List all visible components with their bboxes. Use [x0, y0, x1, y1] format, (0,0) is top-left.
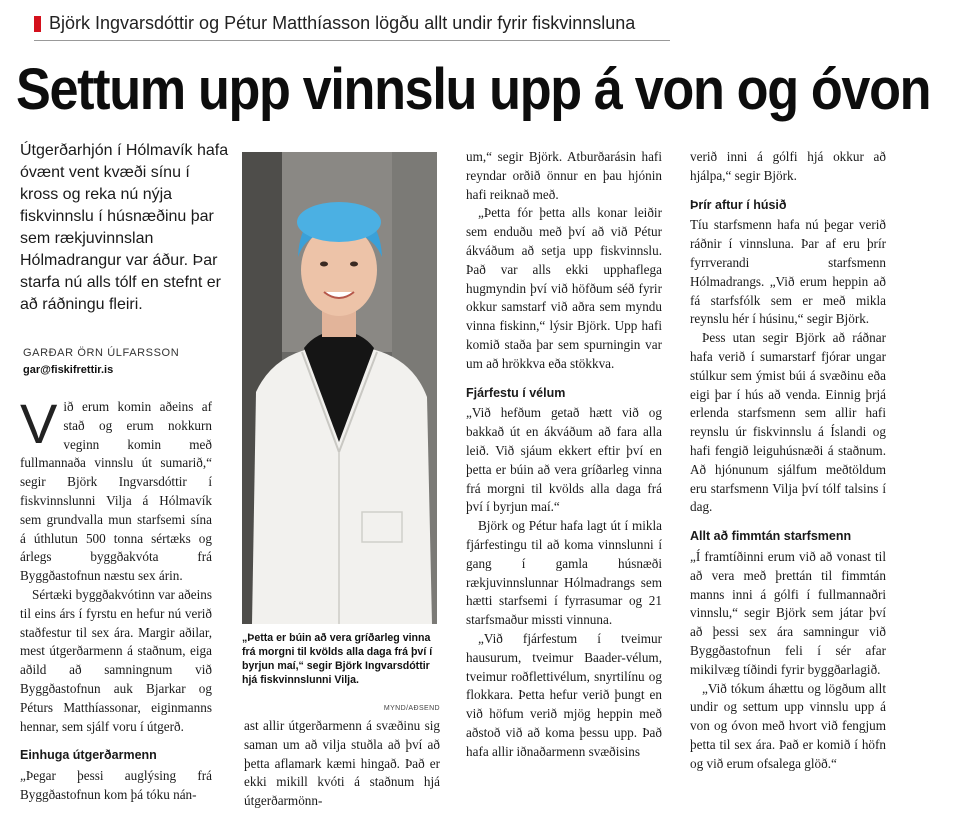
column-4	[690, 148, 886, 814]
kicker	[34, 13, 635, 34]
dropcap: V	[20, 398, 58, 455]
subheading: Allt að fimmtán starfsmenn	[690, 529, 852, 544]
body-paragraph: Sértæki byggðakvótinn var aðeins til eins árs í fyrstu en hefur nú verið staðfestur til sex ára. Margir aðilar, mest útgerðarmenn á staðnum, eiga aðild að samningnum við Byggðastofnun auk Bjarkar og Péturs Matthíassonar, eiginmanns hennar, sem sjálf voru í útgerð.	[20, 586, 212, 734]
body-paragraph: Tíu starfsmenn hafa nú þegar verið ráðnir í vinnsluna. Þar af eru þrír fyrrverandi starfsmenn Hólmadrangs. „Við erum heppin að fá starfsfólk sem er með mikla reynslu hér í húsinu,“ segir Björk.	[690, 217, 886, 327]
lead-paragraph: Útgerðarhjón í Hólmavík hafa óvænt vent kvæði sínu í kross og reka nú nýja fiskvinnslu í húsnæðinu þar sem rækjuvinnslan Hólmadrangur var áður. Þar starfa nú alls tólf en stefnt er að ráðningu fleiri.	[20, 142, 229, 313]
column-2	[244, 717, 440, 814]
kicker-marker	[34, 16, 41, 32]
body-paragraph: „Þegar þessi auglýsing frá Byggðastofnun kom þá tóku nán-	[20, 768, 212, 802]
kicker-rule	[34, 40, 670, 41]
photo-caption: „Þetta er búin að vera gríðarleg vinna frá morgni til kvölds alla daga frá því í byrjun maí,“ segir Björk Ingvarsdóttir hjá fiskvinnslunni Vilja.	[242, 632, 433, 686]
body-paragraph: verið inni á gólfi hjá okkur að hjálpa,“ segir Björk.	[690, 149, 886, 183]
column-1	[20, 398, 212, 814]
body-paragraph: „Við fjárfestum í tveimur hausurum, tveimur Baader-vélum, tveimur roðflettivélum, snyrtilínu og flokkara. Þetta hefur verið þungt en við höfum verið mjög heppin með aðstoð við að koma þessu upp. Það hafa allir iðnaðarmenn svæðisins	[466, 630, 662, 759]
kicker-text: Björk Ingvarsdóttir og Pétur Matthíasson lögðu allt undir fyrir fiskvinnsluna	[49, 13, 636, 33]
body-paragraph: um,“ segir Björk. Atburðarásin hafi reyndar orðið önnur en þau hjónin hafi reiknað með.	[466, 149, 662, 202]
headline: Settum upp vinnslu upp á von og óvon	[16, 57, 931, 122]
body-paragraph: „Í framtíðinni erum við að vonast til að vera með þrettán til fimmtán manns inni á gólfi í fullmannaðri vinnslu,“ segir Björk sem játar því að þessi sex ára samningur við Byggðastofnun feli í sér afar mikilvæg tíðindi fyrir byggðarlagið.	[690, 548, 886, 677]
subheading: Einhuga útgerðarmenn	[20, 748, 157, 763]
body-paragraph: „Við hefðum getað hætt við og bakkað út en ákváðum að fara alla leið. Við sjáum ekkert eftir því en þetta er búin að vera gríðarleg vinna frá morgni til kvölds alla daga frá því í byrjun maí.“	[466, 405, 662, 515]
portrait-illustration	[242, 152, 437, 624]
body-paragraph: „Við tókum áhættu og lögðum allt undir og settum upp vinnslu upp á von og óvon með hvort við fengjum þetta til sex ára. Það er komið í höfn og við erum ofsalega glöð.“	[690, 680, 886, 771]
body-paragraph: „Þetta fór þetta alls konar leiðir sem enduðu með því að við Pétur ákváðum að setja upp fiskvinnslu. Það var alls ekki upphaflega hugmyndin því við höfðum séð fyrir okkur samstarf við aðra sem myndu vinna fiskinn,“ lýsir Björk. Upp hafi komið staða þar sem spurningin var um að hrökkva eða stökkva.	[466, 205, 662, 371]
portrait-photo	[242, 152, 437, 624]
byline	[23, 347, 233, 376]
body-paragraph: Þess utan segir Björk að ráðnar hafa verið í sumarstarf fjórar ungar stúlkur sem ýmist búi á svæðinu eða eigi þar í hús að venda. Einnig þrjá erlenda starfsmenn sem allir hafi reynslu úr fiskvinnslu á Íslandi og hafi fengið leiguhúsnæði á staðnum. Að hjónunum sjálfum meðtöldum eru starfsmenn Vilja því tólf talsins í dag.	[690, 330, 886, 515]
body-paragraph: ast allir útgerðarmenn á svæðinu sig saman um að vilja stuðla að því að þetta aflamark kæmi hingað. Það er ekki mikill kvóti á staðnum hjá útgerðarmönn-	[244, 718, 440, 809]
body-paragraph: Björk og Pétur hafa lagt út í mikla fjárfestingu til að koma vinnslunni í gang í gamla húsnæði rækjuvinnslunnar Hólmadrangs sem hætti starfsemi í fyrrasumar og 21 starfsmaður missti vinnuna.	[466, 518, 662, 628]
column-3	[466, 148, 662, 814]
photo-credit: MYND/AÐSEND	[383, 705, 440, 712]
author-email[interactable]: gar@fiskifrettir.is	[23, 364, 114, 376]
subheading: Fjárfestu í vélum	[466, 385, 566, 400]
body-paragraph: Við erum komin aðeins af stað og erum nokkurn veginn komin með fullmannaða vinnslu út sumarið,“ segir Björk Ingvarsdóttir í fiskvinnslunni Vilja á Hólmavík sem grundvalla mun starfsemi sína á úthlutun 500 tonna sértæks og árlegs byggðakvóta frá Byggðastofnun næstu sex árin.	[20, 398, 212, 584]
author-name: GARÐAR ÖRN ÚLFARSSON	[23, 347, 180, 359]
subheading: Þrír aftur í húsið	[690, 197, 787, 212]
